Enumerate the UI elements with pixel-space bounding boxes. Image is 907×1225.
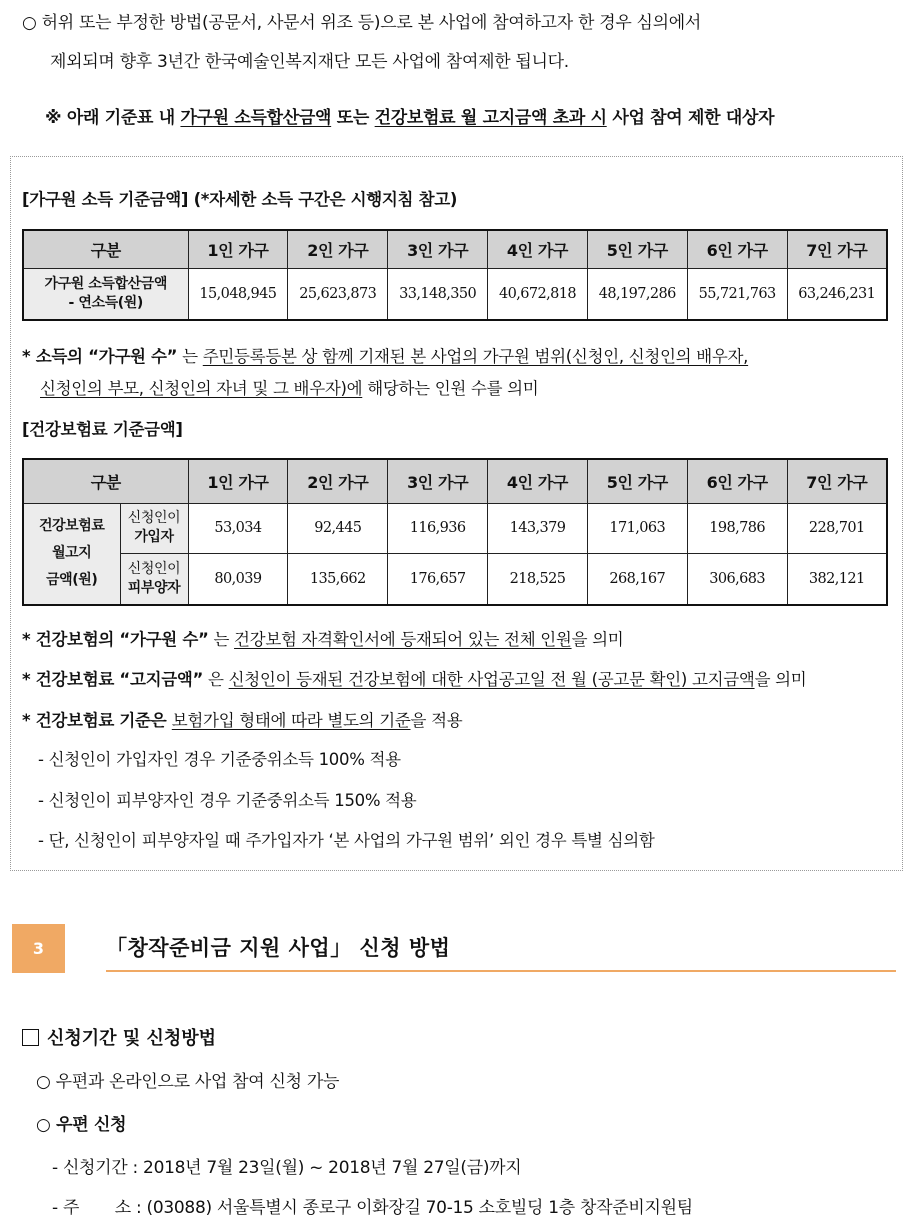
health-value: 53,034 xyxy=(188,503,288,553)
health-value: 143,379 xyxy=(488,503,588,553)
health-value: 80,039 xyxy=(188,553,288,605)
income-value: 63,246,231 xyxy=(787,268,887,320)
health-row-label-2: 가입자 xyxy=(134,529,174,545)
health-col-7: 7인 가구 xyxy=(787,459,887,503)
income-col-2: 2인 가구 xyxy=(288,230,388,268)
apply-detail-2: - 주 소 : (03088) 서울특별시 종로구 이화장길 70-15 소호빌딩 1층 창작준비지원팀 xyxy=(52,1198,693,1218)
income-col-7: 7인 가구 xyxy=(787,230,887,268)
health-value: 306,683 xyxy=(687,553,787,605)
health-row-label xyxy=(120,553,188,605)
section-rule xyxy=(106,970,896,972)
health-group-label-1: 건강보험료 xyxy=(38,518,105,535)
health-group-label xyxy=(23,503,120,605)
income-value: 33,148,350 xyxy=(388,268,488,320)
health-value: 176,657 xyxy=(388,553,488,605)
income-note-line-2 xyxy=(40,375,907,399)
health-detail-2: - 신청인이 피부양자인 경우 기준중위소득 150% 적용 xyxy=(38,791,417,810)
income-col-4: 4인 가구 xyxy=(488,230,588,268)
apply-heading-text: 신청기간 및 신청방법 xyxy=(47,1028,217,1049)
notice-underline-1: 가구원 소득합산금액 xyxy=(180,108,332,128)
apply-bullet-1: ○ 우편과 온라인으로 사업 참여 신청 가능 xyxy=(36,1072,340,1092)
health-group-label-2: 월고지 xyxy=(52,545,92,562)
income-col-3: 3인 가구 xyxy=(388,230,488,268)
health-row-label-1: 신청인이 xyxy=(127,560,181,577)
health-col-3: 3인 가구 xyxy=(388,459,488,503)
health-note-3-prefix: * 건강보험료 기준은 xyxy=(22,711,172,730)
health-row-label-1: 신청인이 xyxy=(127,510,181,526)
health-note-1-prefix: * 건강보험의 xyxy=(22,630,120,649)
section-title: 「창작준비금 지원 사업」 신청 방법 xyxy=(106,936,451,960)
health-value: 171,063 xyxy=(587,503,687,553)
apply-detail-1: - 신청기간 : 2018년 7월 23일(월) ~ 2018년 7월 27일(금)까지 xyxy=(52,1158,522,1178)
income-header-label: 구분 xyxy=(23,230,188,268)
notice-suffix: 사업 참여 제한 대상자 xyxy=(606,108,775,128)
health-value: 198,786 xyxy=(687,503,787,553)
health-header-row xyxy=(23,459,887,503)
income-row-label-2: - 연소득(원) xyxy=(68,294,143,311)
health-header-label: 구분 xyxy=(23,459,188,503)
health-note-2-suffix: 을 의미 xyxy=(754,670,807,689)
health-note-2-underline: 신청인이 등재된 건강보험에 대한 사업공고일 전 월 (공고문 확인) 고지금액 xyxy=(228,670,755,689)
health-note-1-suffix: 을 의미 xyxy=(571,630,624,649)
restriction-notice xyxy=(45,103,907,128)
income-note-quote: “가구원 수” xyxy=(88,347,178,366)
health-note-2-mid: 은 xyxy=(203,670,229,689)
health-note-2-quote: “고지금액” xyxy=(119,670,204,689)
section-number: 3 xyxy=(12,924,65,973)
health-detail-1: - 신청인이 가입자인 경우 기준중위소득 100% 적용 xyxy=(38,750,401,769)
income-value: 25,623,873 xyxy=(288,268,388,320)
health-value: 135,662 xyxy=(288,553,388,605)
income-value: 15,048,945 xyxy=(188,268,288,320)
health-value: 218,525 xyxy=(488,553,588,605)
income-row xyxy=(23,268,887,320)
health-note-3 xyxy=(22,707,907,731)
income-heading: [가구원 소득 기준금액] (*자세한 소득 구간은 시행지침 참고) xyxy=(22,190,458,209)
health-row-label xyxy=(120,503,188,553)
health-value: 268,167 xyxy=(587,553,687,605)
health-group-label-3: 금액(원) xyxy=(46,572,98,589)
checkbox-icon xyxy=(22,1029,39,1046)
health-note-3-underline: 보험가입 형태에 따라 별도의 기준 xyxy=(171,711,411,730)
apply-bullet-2: ○ 우편 신청 xyxy=(36,1115,127,1135)
income-note-underline-1: 주민등록등본 상 함께 기재된 본 사업의 가구원 범위(신청인, 신청인의 배우자, xyxy=(202,347,749,366)
health-note-1 xyxy=(22,626,907,650)
intro-line-2: 제외되며 향후 3년간 한국예술인복지재단 모든 사업에 참여제한 됩니다. xyxy=(50,52,569,72)
income-note-underline-2: 신청인의 부모, 신청인의 자녀 및 그 배우자)에 xyxy=(40,379,363,398)
income-row-label-1: 가구원 소득합산금액 xyxy=(44,275,168,292)
health-col-6: 6인 가구 xyxy=(687,459,787,503)
health-row-dependent xyxy=(23,553,887,605)
health-note-3-suffix: 을 적용 xyxy=(410,711,463,730)
income-header-row xyxy=(23,230,887,268)
apply-heading xyxy=(22,1024,907,1050)
health-col-2: 2인 가구 xyxy=(288,459,388,503)
health-note-1-quote: “가구원 수” xyxy=(119,630,209,649)
health-note-2 xyxy=(22,666,907,690)
income-row-label xyxy=(23,268,188,320)
health-note-1-mid: 는 xyxy=(208,630,235,649)
income-note-line-1 xyxy=(22,343,907,367)
income-value: 40,672,818 xyxy=(488,268,588,320)
health-value: 92,445 xyxy=(288,503,388,553)
health-row-label-2: 피부양자 xyxy=(127,579,181,596)
income-value: 48,197,286 xyxy=(587,268,687,320)
health-row-subscriber xyxy=(23,503,887,553)
health-col-4: 4인 가구 xyxy=(488,459,588,503)
health-value: 116,936 xyxy=(388,503,488,553)
notice-underline-2: 건강보험료 월 고지금액 초과 시 xyxy=(374,108,607,128)
health-col-5: 5인 가구 xyxy=(587,459,687,503)
income-col-6: 6인 가구 xyxy=(687,230,787,268)
health-note-1-underline: 건강보험 자격확인서에 등재되어 있는 전체 인원 xyxy=(234,630,572,649)
health-value: 228,701 xyxy=(787,503,887,553)
income-col-1: 1인 가구 xyxy=(188,230,288,268)
health-heading: [건강보험료 기준금액] xyxy=(22,420,183,439)
income-note-rest: 해당하는 인원 수를 의미 xyxy=(362,379,539,398)
income-col-5: 5인 가구 xyxy=(587,230,687,268)
income-note-prefix: * 소득의 xyxy=(22,347,89,366)
income-note-mid: 는 xyxy=(177,347,203,366)
notice-mid: 또는 xyxy=(331,108,375,128)
health-col-1: 1인 가구 xyxy=(188,459,288,503)
notice-prefix: ※ 아래 기준표 내 xyxy=(45,108,181,128)
health-value: 382,121 xyxy=(787,553,887,605)
income-table xyxy=(22,229,888,321)
health-table xyxy=(22,458,888,606)
income-value: 55,721,763 xyxy=(687,268,787,320)
health-detail-3: - 단, 신청인이 피부양자일 때 주가입자가 ‘본 사업의 가구원 범위’ 외인 경우 특별 심의함 xyxy=(38,831,655,850)
intro-line-1: ○ 허위 또는 부정한 방법(공문서, 사문서 위조 등)으로 본 사업에 참여하고자 한 경우 심의에서 xyxy=(22,13,702,33)
health-note-2-prefix: * 건강보험료 xyxy=(22,670,120,689)
